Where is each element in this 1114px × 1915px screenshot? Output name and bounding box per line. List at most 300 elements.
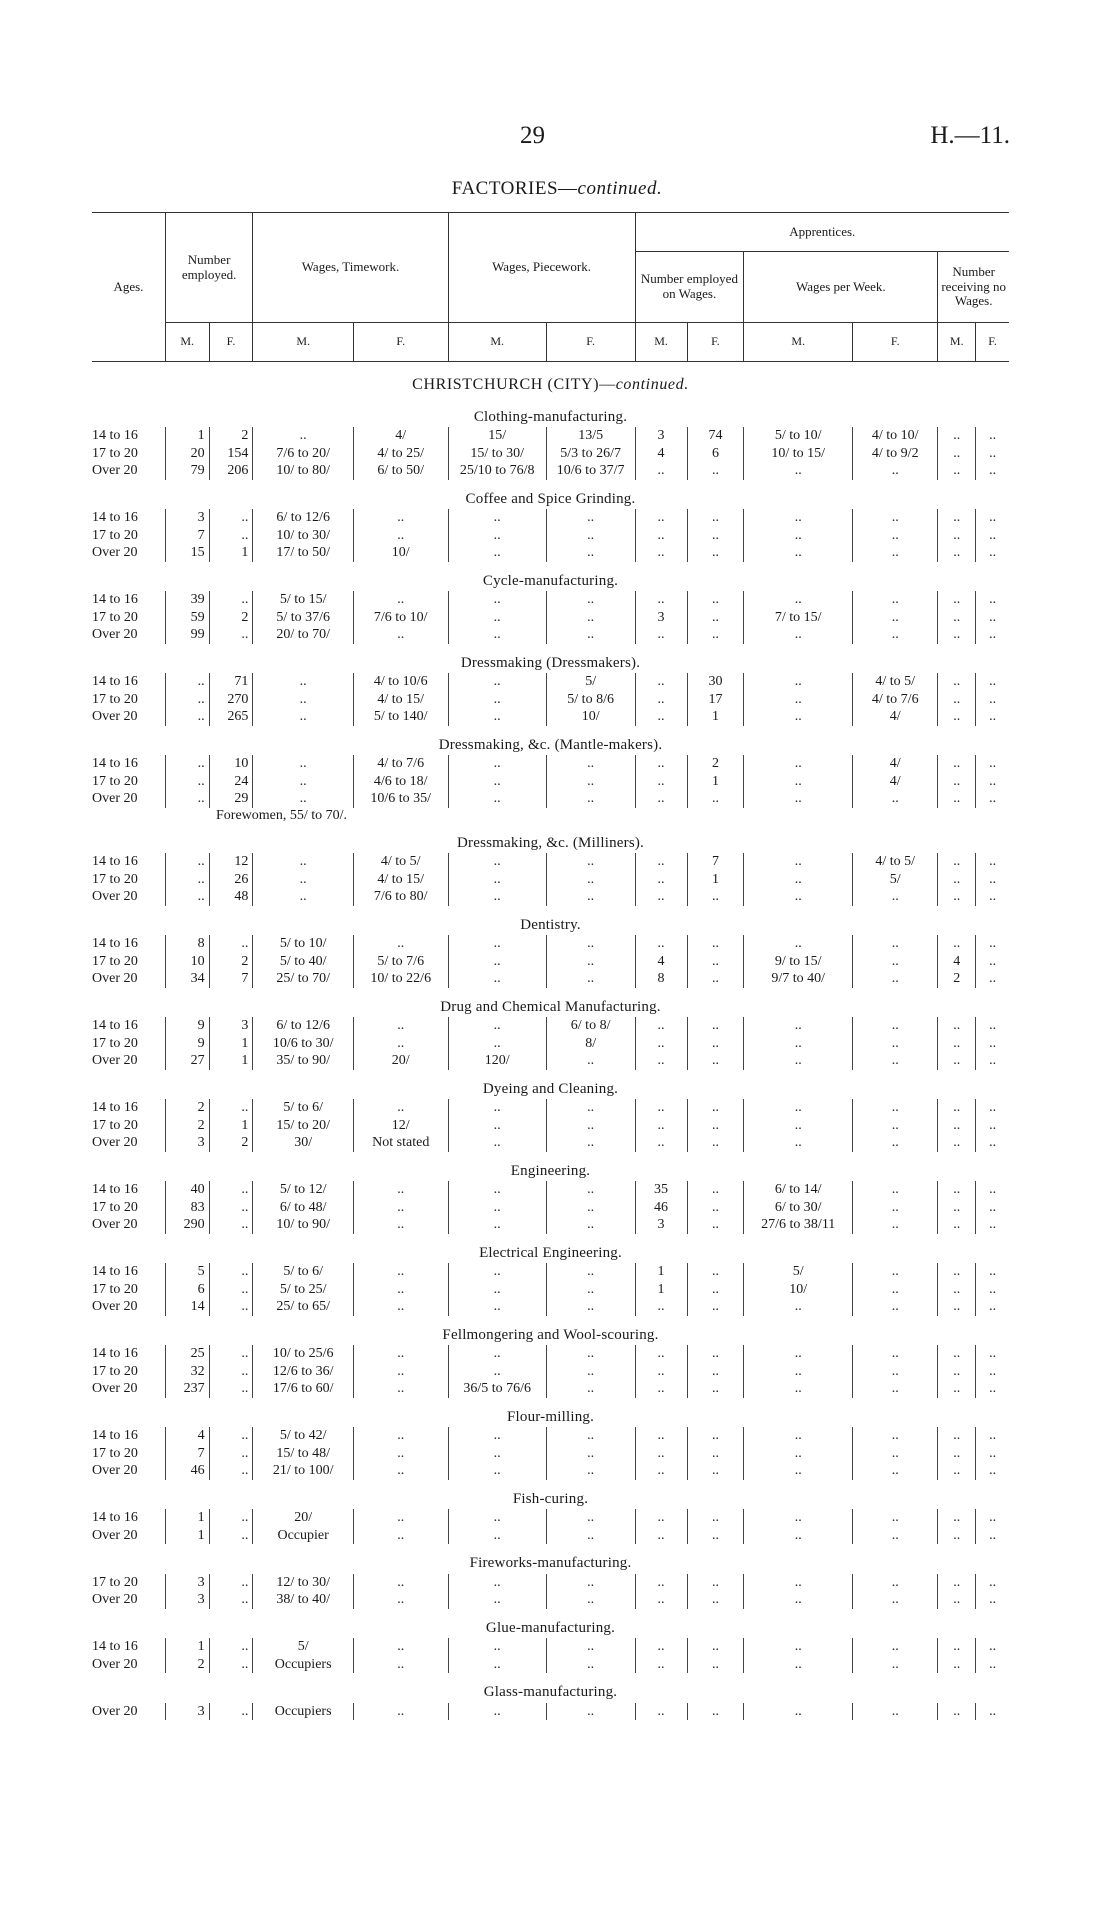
table-cell: .. xyxy=(635,1099,687,1117)
table-cell: .. xyxy=(938,1345,976,1363)
table-cell: .. xyxy=(165,888,209,906)
table-cell: Over 20 xyxy=(92,1299,138,1314)
table-cell: .. xyxy=(744,790,853,808)
table-cell: .. xyxy=(938,755,976,773)
table-cell: 2 xyxy=(209,953,253,971)
table-cell: 7 xyxy=(687,853,744,871)
table-cell: .. xyxy=(687,970,744,988)
table-cell: 6 xyxy=(165,1281,209,1299)
table-cell: .. xyxy=(353,1445,448,1463)
table-cell: .. xyxy=(744,1298,853,1316)
table-cell: 290 xyxy=(165,1216,209,1234)
table-cell: 4 xyxy=(635,953,687,971)
table-cell: .. xyxy=(546,1574,635,1592)
table-cell: .. xyxy=(209,1298,253,1316)
table-cell: .. xyxy=(938,691,976,709)
table-cell: 9 xyxy=(165,1017,209,1035)
table-cell: 1 xyxy=(209,1035,253,1053)
table-cell: .. xyxy=(635,708,687,726)
table-cell: .. xyxy=(853,1199,938,1217)
table-cell: .. xyxy=(209,527,253,545)
table-cell: .. xyxy=(853,1574,938,1592)
table-cell: 7 xyxy=(165,527,209,545)
table-row xyxy=(92,1052,1009,1070)
table-cell: .. xyxy=(209,1445,253,1463)
table-row xyxy=(92,609,1009,627)
table-cell: .. xyxy=(853,1638,938,1656)
table-cell: 17 to 20 xyxy=(92,1574,138,1590)
table-cell: .. xyxy=(546,1380,635,1398)
table-cell: .. xyxy=(448,773,546,791)
table-cell: 4 xyxy=(165,1427,209,1445)
table-cell: .. xyxy=(635,509,687,527)
table-cell: 17 to 20 xyxy=(92,1035,138,1051)
table-cell: .. xyxy=(353,1703,448,1721)
table-cell: 154 xyxy=(209,445,253,463)
table-cell: .. xyxy=(546,871,635,889)
table-cell: .. xyxy=(853,790,938,808)
table-cell: .. xyxy=(353,1017,448,1035)
table-cell: 15/ to 30/ xyxy=(448,445,546,463)
table-cell: .. xyxy=(976,1017,1009,1035)
table-cell: 3 xyxy=(635,1216,687,1234)
table-cell: 1 xyxy=(687,773,744,791)
table-cell: .. xyxy=(853,1263,938,1281)
table-cell: .. xyxy=(976,1445,1009,1463)
table-cell: 15/ to 20/ xyxy=(253,1117,354,1135)
table-cell: 46 xyxy=(635,1199,687,1217)
table-cell: 10/ xyxy=(744,1281,853,1299)
table-cell: .. xyxy=(687,527,744,545)
table-row xyxy=(92,691,1009,709)
table-cell: .. xyxy=(744,1427,853,1445)
table-cell: .. xyxy=(448,1345,546,1363)
table-cell: .. xyxy=(853,1216,938,1234)
table-cell: 6/ to 48/ xyxy=(253,1199,354,1217)
table-cell: .. xyxy=(546,1638,635,1656)
table-cell: .. xyxy=(165,773,209,791)
table-cell: 6/ to 30/ xyxy=(744,1199,853,1217)
table-cell: .. xyxy=(253,691,354,709)
table-cell: .. xyxy=(209,1527,253,1545)
table-cell: .. xyxy=(546,1281,635,1299)
table-cell: .. xyxy=(209,1216,253,1234)
table-row xyxy=(92,1181,1009,1199)
section-title: Drug and Chemical Manufacturing. xyxy=(440,998,661,1015)
table-row xyxy=(92,1638,1009,1656)
table-cell: 1 xyxy=(635,1263,687,1281)
table-cell: .. xyxy=(976,673,1009,691)
table-cell: .. xyxy=(546,1591,635,1609)
header-f: F. xyxy=(853,323,938,362)
table-cell: .. xyxy=(976,970,1009,988)
table-cell: .. xyxy=(687,790,744,808)
table-cell: .. xyxy=(165,790,209,808)
table-cell: .. xyxy=(976,427,1009,445)
table-cell: .. xyxy=(353,1509,448,1527)
table-cell: .. xyxy=(253,708,354,726)
table-cell: 5/3 to 26/7 xyxy=(546,445,635,463)
table-cell: 5/ xyxy=(744,1263,853,1281)
table-cell: .. xyxy=(938,790,976,808)
table-cell: .. xyxy=(744,1527,853,1545)
table-cell: 17 to 20 xyxy=(92,1199,138,1215)
table-cell: .. xyxy=(976,1216,1009,1234)
table-cell: 3 xyxy=(635,609,687,627)
table-cell: .. xyxy=(448,609,546,627)
header-wages-piecework: Wages, Piecework. xyxy=(448,213,635,323)
table-row xyxy=(92,673,1009,691)
table-cell: 3 xyxy=(165,1574,209,1592)
table-cell: 5/ to 42/ xyxy=(253,1427,354,1445)
section-heading-row xyxy=(92,398,1009,428)
table-cell: .. xyxy=(744,1017,853,1035)
table-cell: .. xyxy=(853,1527,938,1545)
table-cell: 265 xyxy=(209,708,253,726)
table-cell: 35 xyxy=(635,1181,687,1199)
table-cell: 14 to 16 xyxy=(92,1100,138,1115)
table-cell: .. xyxy=(938,1591,976,1609)
table-cell: 2 xyxy=(209,1134,253,1152)
table-cell: .. xyxy=(635,1035,687,1053)
table-cell: .. xyxy=(938,1638,976,1656)
table-cell: .. xyxy=(853,1427,938,1445)
table-cell: 14 xyxy=(165,1298,209,1316)
table-cell: 1 xyxy=(165,1638,209,1656)
table-cell: .. xyxy=(546,591,635,609)
table-cell: .. xyxy=(976,708,1009,726)
table-cell: .. xyxy=(353,1281,448,1299)
section-note: Forewomen, 55/ to 70/. xyxy=(216,807,348,823)
section-title: Dyeing and Cleaning. xyxy=(482,1080,619,1097)
table-cell: .. xyxy=(976,1199,1009,1217)
table-cell: 83 xyxy=(165,1199,209,1217)
table-cell: 14 to 16 xyxy=(92,1428,138,1443)
table-cell: .. xyxy=(938,1574,976,1592)
table-cell: 15/ xyxy=(448,427,546,445)
table-cell: .. xyxy=(546,1656,635,1674)
table-cell: .. xyxy=(687,953,744,971)
table-cell: .. xyxy=(448,1656,546,1674)
table-cell: .. xyxy=(448,888,546,906)
table-cell: .. xyxy=(635,755,687,773)
table-cell: .. xyxy=(353,1099,448,1117)
table-cell: .. xyxy=(853,591,938,609)
table-cell: .. xyxy=(546,1345,635,1363)
table-cell: .. xyxy=(938,1281,976,1299)
table-cell: .. xyxy=(165,673,209,691)
table-cell: .. xyxy=(938,609,976,627)
table-cell: .. xyxy=(209,1199,253,1217)
table-cell: .. xyxy=(209,1099,253,1117)
table-cell: .. xyxy=(938,773,976,791)
table-cell: .. xyxy=(976,1263,1009,1281)
table-cell: .. xyxy=(635,626,687,644)
table-cell: .. xyxy=(744,691,853,709)
table-cell: 29 xyxy=(209,790,253,808)
table-cell: 25/ to 70/ xyxy=(253,970,354,988)
section-title: Engineering. xyxy=(510,1162,591,1179)
table-cell: .. xyxy=(976,1298,1009,1316)
table-cell: .. xyxy=(448,871,546,889)
table-cell: .. xyxy=(744,1591,853,1609)
table-cell: .. xyxy=(976,527,1009,545)
table-cell: 25/ to 65/ xyxy=(253,1298,354,1316)
table-cell: .. xyxy=(546,953,635,971)
table-cell: .. xyxy=(853,1380,938,1398)
table-cell: 4/ to 7/6 xyxy=(353,755,448,773)
table-cell: .. xyxy=(253,790,354,808)
table-cell: .. xyxy=(635,1345,687,1363)
table-cell: .. xyxy=(209,1363,253,1381)
table-cell: .. xyxy=(853,1298,938,1316)
table-cell: .. xyxy=(448,691,546,709)
table-cell: .. xyxy=(976,1099,1009,1117)
table-cell: .. xyxy=(687,1445,744,1463)
section-title: Electrical Engineering. xyxy=(479,1244,622,1261)
table-cell: .. xyxy=(744,462,853,480)
table-cell: .. xyxy=(448,970,546,988)
table-cell: .. xyxy=(687,1281,744,1299)
table-row xyxy=(92,1017,1009,1035)
table-cell: .. xyxy=(448,544,546,562)
table-cell: .. xyxy=(546,1134,635,1152)
title-main: FACTORIES— xyxy=(451,178,578,199)
table-body xyxy=(92,362,1009,1721)
table-cell: .. xyxy=(938,1099,976,1117)
table-cell: .. xyxy=(744,935,853,953)
table-cell: .. xyxy=(546,790,635,808)
table-cell: .. xyxy=(448,1117,546,1135)
table-cell: .. xyxy=(744,1638,853,1656)
table-cell: .. xyxy=(546,626,635,644)
table-cell: .. xyxy=(853,1134,938,1152)
table-cell: .. xyxy=(938,1052,976,1070)
table-cell: 8 xyxy=(165,935,209,953)
table-cell: .. xyxy=(853,527,938,545)
table-cell: 1 xyxy=(635,1281,687,1299)
table-cell: Over 20 xyxy=(92,889,138,904)
section-title: Fish-curing. xyxy=(512,1490,589,1507)
table-cell: .. xyxy=(635,1134,687,1152)
table-cell: 4/ to 5/ xyxy=(353,853,448,871)
table-cell: 270 xyxy=(209,691,253,709)
table-cell: 14 to 16 xyxy=(92,756,138,771)
section-heading-row xyxy=(92,726,1009,756)
table-cell: .. xyxy=(253,853,354,871)
header-f: F. xyxy=(353,323,448,362)
table-cell: .. xyxy=(448,1445,546,1463)
table-cell: .. xyxy=(938,1462,976,1480)
table-cell: .. xyxy=(635,1363,687,1381)
table-cell: 14 to 16 xyxy=(92,936,138,951)
table-row xyxy=(92,1117,1009,1135)
table-cell: 6/ to 12/6 xyxy=(253,509,354,527)
table-cell: 6/ to 8/ xyxy=(546,1017,635,1035)
section-title: Fireworks-manufacturing. xyxy=(469,1555,632,1571)
table-cell: .. xyxy=(744,1462,853,1480)
table-cell: 14 to 16 xyxy=(92,1018,138,1033)
table-row xyxy=(92,755,1009,773)
table-cell: 14 to 16 xyxy=(92,1182,138,1197)
table-cell: 17 to 20 xyxy=(92,445,138,461)
table-cell: .. xyxy=(938,1035,976,1053)
table-cell: .. xyxy=(744,755,853,773)
table-cell: Over 20 xyxy=(92,1217,138,1232)
table-row xyxy=(92,509,1009,527)
table-cell: 34 xyxy=(165,970,209,988)
table-cell: .. xyxy=(976,755,1009,773)
table-cell: .. xyxy=(976,691,1009,709)
table-cell: 1 xyxy=(209,1117,253,1135)
table-cell: 71 xyxy=(209,673,253,691)
table-cell: .. xyxy=(546,1363,635,1381)
table-cell: .. xyxy=(976,1345,1009,1363)
table-cell: .. xyxy=(209,1380,253,1398)
table-cell: .. xyxy=(635,673,687,691)
table-cell: .. xyxy=(353,1298,448,1316)
header-apprentices-number-employed: Number employed on Wages. xyxy=(635,252,744,323)
table-cell: .. xyxy=(546,755,635,773)
table-row xyxy=(92,527,1009,545)
table-cell: .. xyxy=(938,1298,976,1316)
table-cell: .. xyxy=(353,935,448,953)
table-cell: 14 to 16 xyxy=(92,854,138,869)
table-cell: .. xyxy=(853,609,938,627)
table-row xyxy=(92,1216,1009,1234)
table-cell: 6 xyxy=(687,445,744,463)
table-cell: .. xyxy=(165,755,209,773)
table-cell: .. xyxy=(976,1462,1009,1480)
table-cell: 4/ to 5/ xyxy=(853,853,938,871)
table-cell: .. xyxy=(635,1574,687,1592)
table-cell: 5/ to 6/ xyxy=(253,1263,354,1281)
table-cell: .. xyxy=(976,790,1009,808)
table-cell: .. xyxy=(976,773,1009,791)
table-cell: 17 to 20 xyxy=(92,691,138,707)
table-cell: .. xyxy=(744,1345,853,1363)
table-cell: .. xyxy=(448,953,546,971)
header-f: F. xyxy=(209,323,253,362)
section-heading-row xyxy=(92,562,1009,592)
table-cell: .. xyxy=(546,1099,635,1117)
table-cell: .. xyxy=(976,1181,1009,1199)
table-row xyxy=(92,1574,1009,1592)
table-cell: .. xyxy=(976,1281,1009,1299)
header-m: M. xyxy=(635,323,687,362)
table-cell: .. xyxy=(853,1345,938,1363)
table-cell: .. xyxy=(209,626,253,644)
table-cell: .. xyxy=(938,1527,976,1545)
table-cell: .. xyxy=(635,1427,687,1445)
table-cell: 10/ to 30/ xyxy=(253,527,354,545)
table-cell: .. xyxy=(165,708,209,726)
table-cell: Over 20 xyxy=(92,1527,138,1543)
section-heading-row xyxy=(92,1480,1009,1510)
table-cell: .. xyxy=(976,953,1009,971)
table-cell: .. xyxy=(546,609,635,627)
table-row xyxy=(92,1199,1009,1217)
table-cell: .. xyxy=(209,509,253,527)
table-row xyxy=(92,790,1009,808)
table-cell: .. xyxy=(687,1199,744,1217)
table-cell: 5/ to 6/ xyxy=(253,1099,354,1117)
table-cell: 10/6 to 35/ xyxy=(353,790,448,808)
table-cell: 120/ xyxy=(448,1052,546,1070)
table-row xyxy=(92,626,1009,644)
table-cell: 40 xyxy=(165,1181,209,1199)
table-cell: .. xyxy=(976,1656,1009,1674)
table-cell: 1 xyxy=(687,871,744,889)
table-cell: .. xyxy=(853,1445,938,1463)
table-cell: 9 xyxy=(165,1035,209,1053)
city-heading xyxy=(92,362,1009,398)
table-cell: 36/5 to 76/6 xyxy=(448,1380,546,1398)
table-row xyxy=(92,1035,1009,1053)
table-cell: 3 xyxy=(635,427,687,445)
table-row xyxy=(92,1263,1009,1281)
table-cell: .. xyxy=(448,591,546,609)
table-cell: .. xyxy=(448,1181,546,1199)
section-heading-row xyxy=(92,1234,1009,1264)
table-cell: .. xyxy=(853,1509,938,1527)
table-cell: .. xyxy=(209,591,253,609)
table-cell: .. xyxy=(687,1527,744,1545)
document-reference: H.—11. xyxy=(930,122,1010,149)
table-cell: 5/ to 40/ xyxy=(253,953,354,971)
table-cell: .. xyxy=(448,1216,546,1234)
table-cell: 5/ xyxy=(853,871,938,889)
table-cell: Over 20 xyxy=(92,1703,138,1719)
table-row xyxy=(92,1462,1009,1480)
table-cell: .. xyxy=(687,1134,744,1152)
table-cell: 46 xyxy=(165,1462,209,1480)
table-cell: 3 xyxy=(209,1017,253,1035)
table-cell: 4 xyxy=(635,445,687,463)
table-cell: .. xyxy=(938,1427,976,1445)
table-cell: .. xyxy=(635,888,687,906)
table-cell: .. xyxy=(448,935,546,953)
table-cell: 15 xyxy=(165,544,209,562)
table-cell: 10/ to 90/ xyxy=(253,1216,354,1234)
table-cell: .. xyxy=(938,626,976,644)
table-cell: 4/ to 10/6 xyxy=(353,673,448,691)
table-cell: Over 20 xyxy=(92,463,138,478)
table-cell: 10 xyxy=(209,755,253,773)
table-cell: 10/6 to 37/7 xyxy=(546,462,635,480)
table-row xyxy=(92,427,1009,445)
table-cell: 2 xyxy=(165,1117,209,1135)
table-cell: .. xyxy=(209,1591,253,1609)
table-cell: Over 20 xyxy=(92,627,138,642)
table-cell: .. xyxy=(976,462,1009,480)
table-cell: .. xyxy=(744,1035,853,1053)
table-cell: 99 xyxy=(165,626,209,644)
table-cell: .. xyxy=(938,1703,976,1721)
header-m: M. xyxy=(744,323,853,362)
table-cell: .. xyxy=(209,1638,253,1656)
table-cell: 17/ to 50/ xyxy=(253,544,354,562)
table-cell: .. xyxy=(744,888,853,906)
table-cell: 5/ to 10/ xyxy=(253,935,354,953)
table-cell: .. xyxy=(853,544,938,562)
table-cell: 6/ to 12/6 xyxy=(253,1017,354,1035)
table-cell: .. xyxy=(353,509,448,527)
table-cell: .. xyxy=(976,853,1009,871)
table-cell: .. xyxy=(448,1574,546,1592)
table-cell: .. xyxy=(744,1052,853,1070)
table-cell: .. xyxy=(938,544,976,562)
